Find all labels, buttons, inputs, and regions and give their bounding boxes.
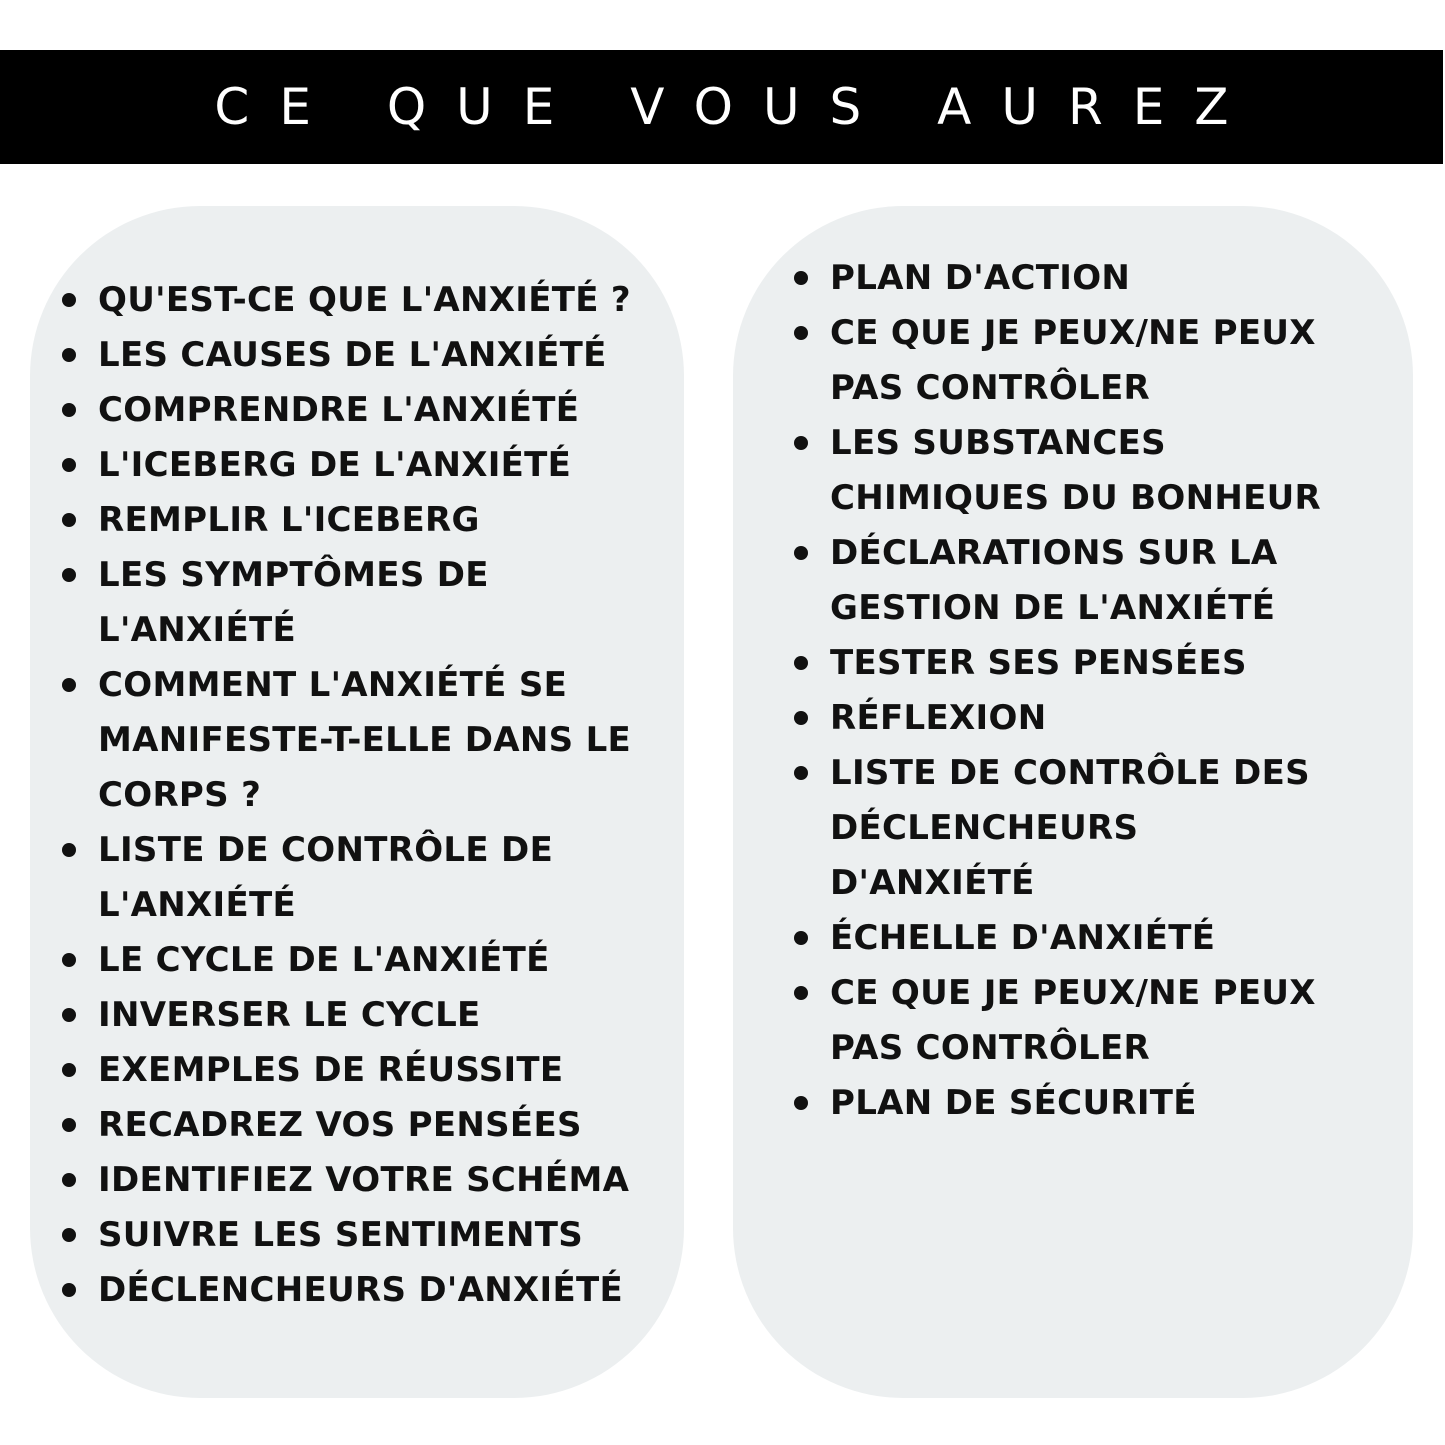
list-item — [60, 1043, 680, 1098]
list-item-label: DÉCLARATIONS SUR LA GESTION DE L'ANXIÉTÉ — [830, 533, 1278, 628]
bullet-icon — [794, 546, 808, 560]
list-item-label: RECADREZ VOS PENSÉES — [98, 1105, 582, 1145]
list-item-label: CE QUE JE PEUX/NE PEUX PAS CONTRÔLER — [830, 973, 1316, 1068]
list-item — [60, 988, 680, 1043]
bullet-icon — [794, 326, 808, 340]
list-item — [60, 383, 680, 438]
list-item — [792, 1076, 1392, 1131]
list-item-label: LE CYCLE DE L'ANXIÉTÉ — [98, 940, 550, 980]
bullet-icon — [794, 766, 808, 780]
bullet-icon — [62, 293, 76, 307]
bullet-icon — [62, 678, 76, 692]
bullet-icon — [794, 711, 808, 725]
list-item — [792, 911, 1392, 966]
right-feature-list — [792, 251, 1392, 1131]
list-item-label: RÉFLEXION — [830, 698, 1047, 738]
bullet-icon — [62, 843, 76, 857]
list-item-label: L'ICEBERG DE L'ANXIÉTÉ — [98, 445, 572, 485]
bullet-icon — [794, 436, 808, 450]
list-item-label: INVERSER LE CYCLE — [98, 995, 481, 1035]
bullet-icon — [794, 1096, 808, 1110]
bullet-icon — [794, 271, 808, 285]
list-item-label: ÉCHELLE D'ANXIÉTÉ — [830, 918, 1216, 958]
bullet-icon — [62, 953, 76, 967]
list-item — [60, 823, 680, 933]
bullet-icon — [62, 513, 76, 527]
bullet-icon — [794, 931, 808, 945]
list-item-label: LISTE DE CONTRÔLE DE L'ANXIÉTÉ — [98, 830, 554, 925]
bullet-icon — [62, 1173, 76, 1187]
left-feature-list — [60, 273, 680, 1318]
list-item-label: EXEMPLES DE RÉUSSITE — [98, 1050, 564, 1090]
list-item — [60, 1263, 680, 1318]
header-banner — [0, 50, 1443, 164]
bullet-icon — [62, 1118, 76, 1132]
list-item — [792, 526, 1392, 636]
list-item — [60, 493, 680, 548]
list-item-label: TESTER SES PENSÉES — [830, 643, 1247, 683]
list-item — [60, 1153, 680, 1208]
bullet-icon — [62, 403, 76, 417]
bullet-icon — [62, 348, 76, 362]
list-item-label: REMPLIR L'ICEBERG — [98, 500, 480, 540]
bullet-icon — [62, 1283, 76, 1297]
list-item — [60, 438, 680, 493]
bullet-icon — [62, 568, 76, 582]
bullet-icon — [62, 1008, 76, 1022]
list-item — [792, 306, 1392, 416]
list-item-label: QU'EST-CE QUE L'ANXIÉTÉ ? — [98, 280, 631, 320]
list-item — [792, 966, 1392, 1076]
list-item-label: COMMENT L'ANXIÉTÉ SE MANIFESTE-T-ELLE DANS LE CORPS ? — [98, 665, 632, 815]
list-item — [60, 933, 680, 988]
bullet-icon — [62, 458, 76, 472]
list-item-label: PLAN D'ACTION — [830, 258, 1131, 298]
list-item — [60, 548, 680, 658]
list-item-label: LES CAUSES DE L'ANXIÉTÉ — [98, 335, 607, 375]
list-item — [792, 416, 1392, 526]
list-item-label: CE QUE JE PEUX/NE PEUX PAS CONTRÔLER — [830, 313, 1316, 408]
bullet-icon — [794, 986, 808, 1000]
list-item-label: COMPRENDRE L'ANXIÉTÉ — [98, 390, 580, 430]
list-item — [60, 658, 680, 823]
list-item-label: SUIVRE LES SENTIMENTS — [98, 1215, 584, 1255]
list-item-label: LISTE DE CONTRÔLE DES DÉCLENCHEURS D'ANXIÉTÉ — [830, 753, 1310, 903]
banner-title: CE QUE VOUS AUREZ — [214, 78, 1259, 136]
list-item — [60, 273, 680, 328]
list-item-label: PLAN DE SÉCURITÉ — [830, 1083, 1197, 1123]
bullet-icon — [794, 656, 808, 670]
list-item-label: DÉCLENCHEURS D'ANXIÉTÉ — [98, 1270, 624, 1310]
list-item — [792, 636, 1392, 691]
list-item — [60, 1098, 680, 1153]
list-item-label: IDENTIFIEZ VOTRE SCHÉMA — [98, 1160, 630, 1200]
list-item — [60, 328, 680, 383]
list-item-label: LES SUBSTANCES CHIMIQUES DU BONHEUR — [830, 423, 1322, 518]
list-item — [792, 691, 1392, 746]
list-item-label: LES SYMPTÔMES DE L'ANXIÉTÉ — [98, 555, 489, 650]
list-item — [792, 251, 1392, 306]
bullet-icon — [62, 1063, 76, 1077]
list-item — [60, 1208, 680, 1263]
bullet-icon — [62, 1228, 76, 1242]
list-item — [792, 746, 1392, 911]
